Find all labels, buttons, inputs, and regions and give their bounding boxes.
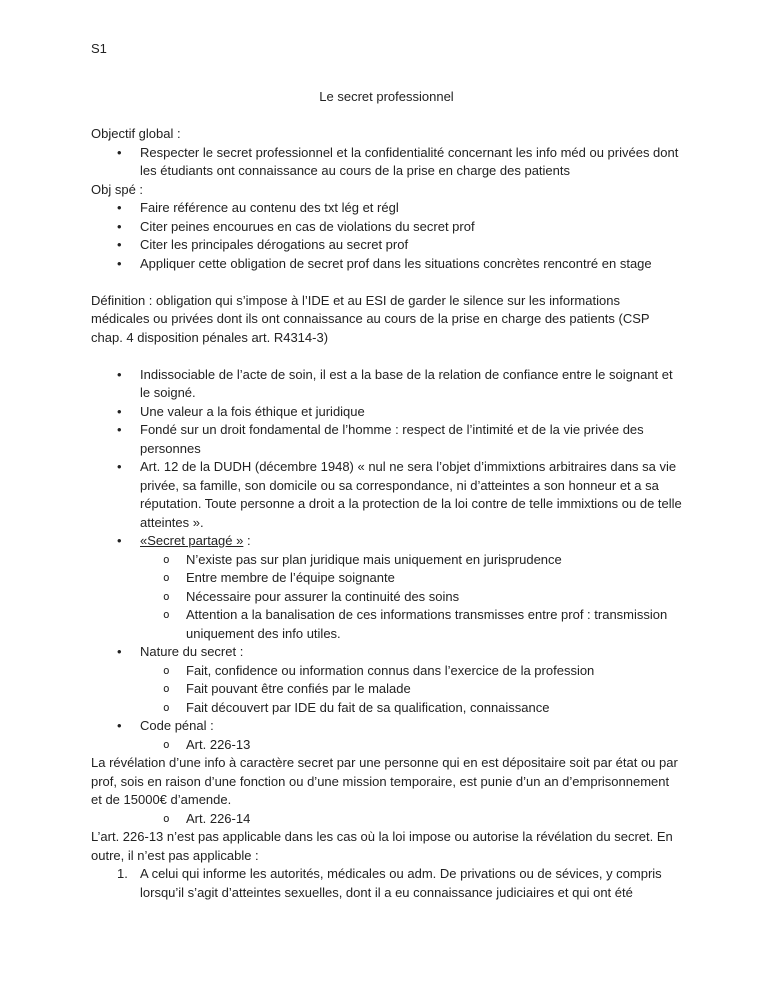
number-marker: 1. (117, 866, 128, 881)
item-text: Indissociable de l’acte de soin, il est a la base de la relation de confiance entre le soignant et le soigné. (140, 366, 673, 400)
blank-line (91, 273, 682, 292)
item-text: Nature du secret : (140, 644, 244, 659)
item-text: Entre membre de l’équipe soignante (186, 570, 395, 585)
item-text: Fait, confidence ou information connus dans l’exercice de la profession (186, 662, 595, 678)
item-text: Art. 12 de la DUDH (décembre 1948) « nul ne sera l’objet d’immixtions arbitraires dans sa vie privée, sa famille, son domicile ou sa correspondance, ni d’atteintes a son honneur et a sa réputation. Toute personne a droit a la protection de la loi contre de telle immixtions ou de telle atteintes ». (140, 459, 682, 530)
circle-bullet-icon: o (163, 589, 170, 603)
item-text: Art. 226-14 (186, 810, 251, 826)
item-text: Citer les principales dérogations au secret prof (140, 237, 409, 252)
item-text: Attention a la banalisation de ces informations transmisses entre prof : transmission uniquement des info utiles. (186, 607, 668, 641)
disc-bullet-icon: • (117, 422, 122, 437)
disc-bullet-icon: • (117, 718, 122, 733)
bullet-item (91, 643, 682, 662)
item-text: Fondé sur un droit fondamental de l’homme : respect de l’intimité et de la vie privée des personnes (140, 422, 644, 456)
page-label: S1 (91, 41, 107, 56)
circle-bullet-icon: o (163, 700, 170, 714)
disc-bullet-icon: • (117, 237, 122, 252)
item-text: Nécessaire pour assurer la continuité des soins (186, 588, 460, 604)
disc-bullet-icon: • (117, 200, 122, 215)
paragraph: Définition : obligation qui s’impose à l’IDE et au ESI de garder le silence sur les informations médicales ou privées dont ils ont connaissance au cours de la prise en charge des patients (CSP chap. 4 disposition pénales art. R4314-3) (91, 292, 650, 345)
bullet-item (91, 458, 682, 532)
item-text: N’existe pas sur plan juridique mais uniquement en jurisprudence (186, 551, 562, 567)
item-text: Une valeur a la fois éthique et juridique (140, 403, 365, 419)
bullet-item (91, 366, 682, 403)
underlined-text: «Secret partagé » (140, 533, 244, 548)
item-text: Faire référence au contenu des txt lég et régl (140, 200, 399, 215)
bullet-item (91, 569, 682, 588)
disc-bullet-icon: • (117, 459, 122, 474)
paragraph: L’art. 226-13 n’est pas applicable dans les cas où la loi impose ou autorise la révélation du secret. En outre, il n’est pas applicable : (91, 829, 673, 863)
item-text: Citer peines encourues en cas de violations du secret prof (140, 218, 475, 234)
circle-bullet-icon: o (163, 737, 170, 751)
bullet-item (91, 236, 682, 255)
bullet-item (91, 736, 682, 755)
item-text: Art. 226-13 (186, 736, 251, 752)
disc-bullet-icon: • (117, 366, 122, 382)
item-text: Appliquer cette obligation de secret prof dans les situations concrètes rencontré en stage (140, 255, 652, 271)
circle-bullet-icon: o (163, 811, 170, 825)
bullet-item (91, 218, 682, 237)
bullet-item (91, 717, 682, 736)
circle-bullet-icon: o (163, 682, 170, 695)
numbered-item (91, 865, 682, 902)
item-text: Fait pouvant être confiés par le malade (186, 681, 411, 696)
item-text: Respecter le secret professionnel et la confidentialité concernant les info méd ou privées dont les étudiants ont connaissance au cours de la prise en charge des patients (140, 144, 679, 178)
bullet-item (91, 606, 682, 643)
bullet-item (91, 421, 682, 458)
disc-bullet-icon: • (117, 255, 122, 271)
bullet-item (91, 144, 682, 181)
page-title: Le secret professionnel (319, 88, 454, 104)
bullet-item (91, 810, 682, 829)
circle-bullet-icon: o (163, 663, 170, 677)
item-text: A celui qui informe les autorités, médicales ou adm. De privations ou de sévices, y compris lorsqu’il s’agit d’atteintes sexuelles, dont il a eu connaissance judiciaires et qui ont été (140, 866, 662, 900)
disc-bullet-icon: • (117, 644, 122, 659)
disc-bullet-icon: • (117, 218, 122, 234)
item-text: Code pénal : (140, 718, 214, 733)
blank-line (91, 347, 682, 366)
circle-bullet-icon: o (163, 552, 170, 566)
paragraph: La révélation d’une info à caractère secret par une personne qui en est dépositaire soit par état ou par prof, sois en raison d’une fonction ou d’une mission temporaire, est punie d’un an d’emprisonnement et de 15000€ d’amende. (91, 755, 678, 807)
paragraph: Obj spé : (91, 181, 144, 197)
bullet-item (91, 255, 682, 274)
bullet-item (91, 588, 682, 607)
disc-bullet-icon: • (117, 533, 122, 548)
item-text: Fait découvert par IDE du fait de sa qualification, connaissance (186, 699, 550, 715)
circle-bullet-icon: o (163, 608, 170, 621)
bullet-item (91, 403, 682, 422)
item-text: «Secret partagé » : (140, 533, 251, 548)
disc-bullet-icon: • (117, 403, 122, 419)
disc-bullet-icon: • (117, 144, 122, 160)
document-body (91, 125, 682, 902)
bullet-item (91, 551, 682, 570)
paragraph: Objectif global : (91, 126, 181, 141)
circle-bullet-icon: o (163, 571, 170, 584)
bullet-item (91, 680, 682, 699)
bullet-item (91, 532, 682, 551)
bullet-item (91, 662, 682, 681)
bullet-item (91, 199, 682, 218)
bullet-item (91, 699, 682, 718)
